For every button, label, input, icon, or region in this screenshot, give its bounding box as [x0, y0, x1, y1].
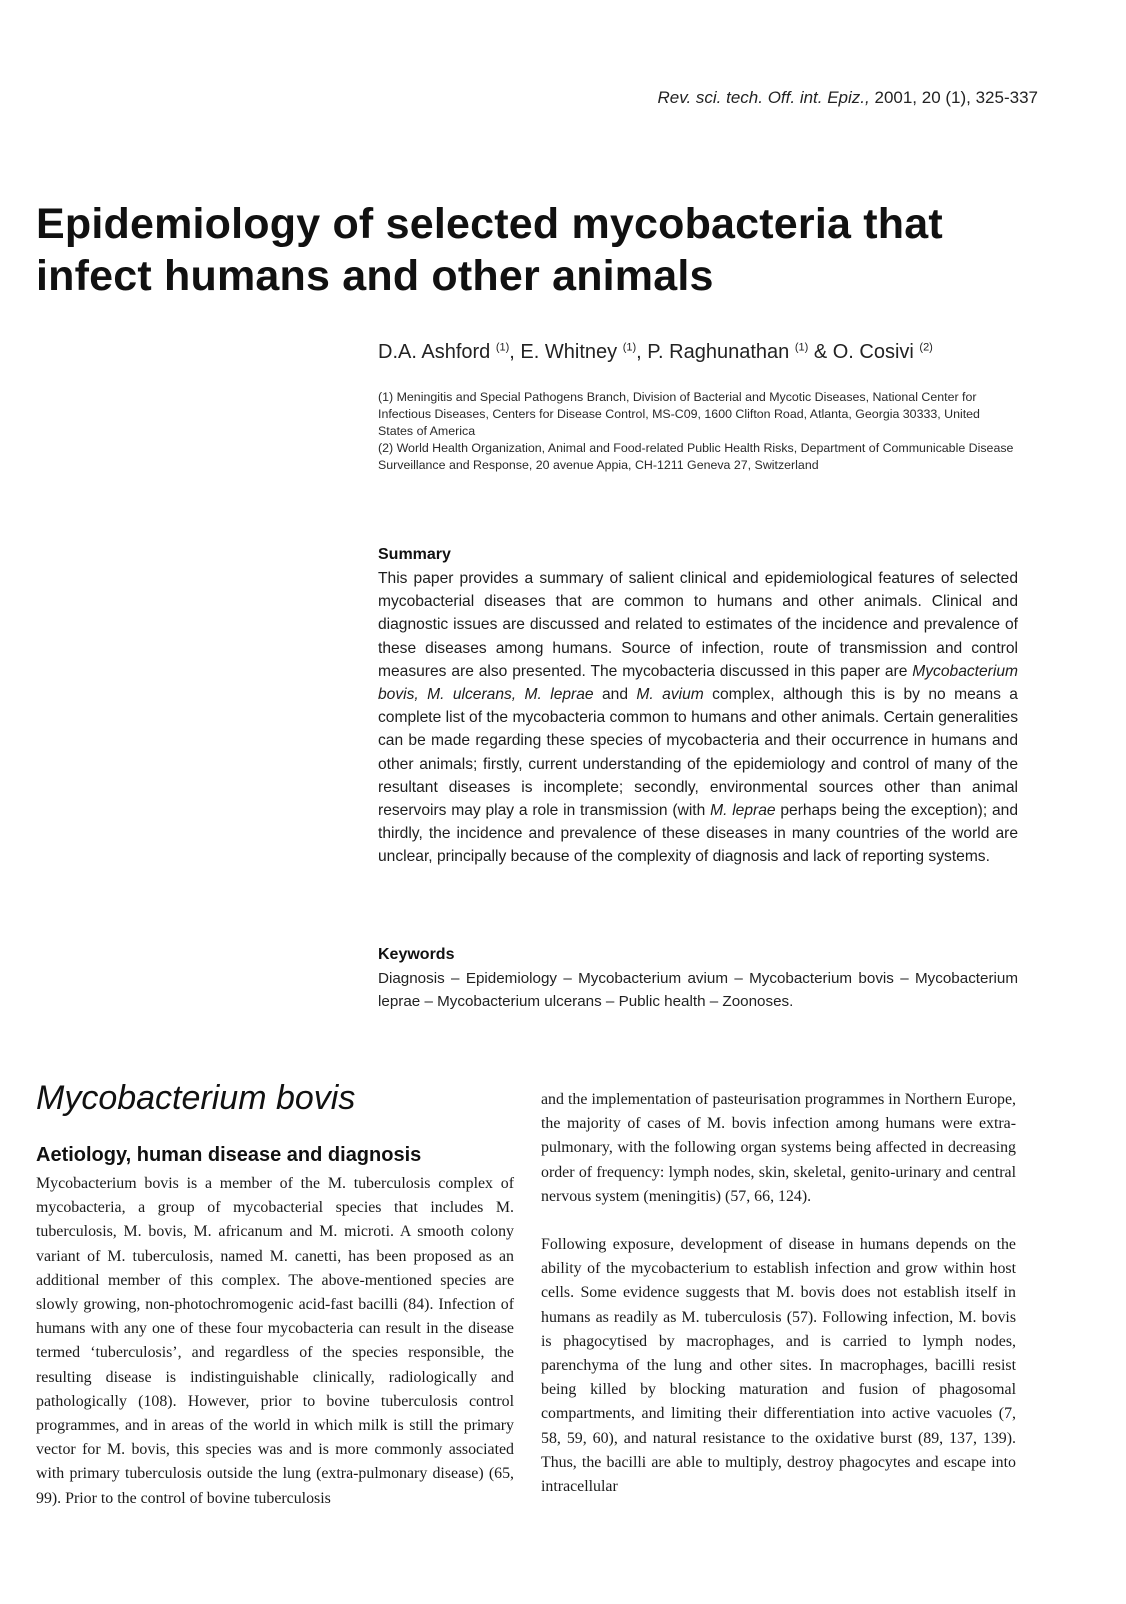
summary-text-part: complex, although this is by no means a complete list of the mycobacteria common to humans and other animals. Certain generalities can be made regarding these species of mycobacteria and their occurrence in humans and other animals; firstly, current understanding of the epidemiology and control of many of the resultant diseases is incomplete; secondly, environmental sources other than animal reservoirs may play a role in transmission (with	[378, 686, 1018, 820]
section-heading: Mycobacterium bovis	[36, 1079, 356, 1117]
summary-text	[378, 567, 1018, 869]
author-name: P. Raghunathan	[647, 341, 790, 363]
summary-heading: Summary	[378, 546, 451, 563]
body-column-right	[541, 1088, 1016, 1499]
citation-journal: Rev. sci. tech. Off. int. Epiz.,	[657, 88, 870, 107]
paragraph-gap	[541, 1209, 1016, 1233]
species-name: M. leprae	[710, 802, 776, 820]
affiliations	[378, 389, 1018, 474]
species-name: M. avium	[636, 686, 704, 704]
summary-text-part: This paper provides a summary of salient clinical and epidemiological features of selected mycobacterial diseases that are common to humans and other animals. Clinical and diagnostic issues are discussed and related to estimates of the incidence and prevalence of these diseases among humans. Source of infection, route of transmission and control measures are also presented. The mycobacteria discussed in this paper are	[378, 570, 1018, 680]
affiliation-marker: (1)	[622, 341, 637, 354]
subsection-heading: Aetiology, human disease and diagnosis	[36, 1144, 422, 1166]
affiliation-1: (1) Meningitis and Special Pathogens Branch, Division of Bacterial and Mycotic Diseases, National Center for Infectious Diseases, Centers for Disease Control, MS-C09, 1600 Clifton Road, Atlanta, Georgia 30333, United States of America	[378, 390, 980, 438]
paper-title: Epidemiology of selected mycobacteria that infect humans and other animals	[36, 200, 943, 301]
citation-volume-pages: 2001, 20 (1), 325-337	[874, 88, 1038, 107]
species-name: Mycobacterium bovis, M. ulcerans, M. leprae	[378, 662, 1018, 704]
keywords-text: Diagnosis – Epidemiology – Mycobacterium avium – Mycobacterium bovis – Mycobacterium leprae – Mycobacterium ulcerans – Public health – Zoonoses.	[378, 970, 1018, 1010]
author-list: D.A. Ashford $^{(1)}$, E. Whitney $^{(1)}$, P. Raghunathan $^{(1)}$ & O. Cosivi $^{(2)}$	[378, 341, 933, 363]
affiliation-marker: (1)	[495, 341, 510, 354]
author-name: E. Whitney	[520, 341, 618, 363]
affiliation-marker: (2)	[919, 341, 933, 354]
author-name: O. Cosivi	[832, 341, 914, 363]
body-column-left	[36, 1076, 514, 1511]
author-name: D.A. Ashford	[378, 341, 491, 363]
summary-text-part: and	[593, 686, 637, 704]
journal-citation	[657, 88, 1038, 108]
summary-section	[378, 546, 1018, 869]
body-paragraph: Mycobacterium bovis is a member of the M. tuberculosis complex of mycobacteria, a group of mycobacterial species that includes M. tuberculosis, M. bovis, M. africanum and M. microti. A smooth colony variant of M. tuberculosis, named M. canetti, has been proposed as an additional member of this complex. The above-mentioned species are slowly growing, non-photochromogenic acid-fast bacilli (84). Infection of humans with any one of these four mycobacteria can result in the disease termed ‘tuberculosis’, and regardless of the species responsible, the resulting disease is indistinguishable clinically, radiologically and pathologically (108). However, prior to bovine tuberculosis control programmes, and in areas of the world in which milk is still the primary vector for M. bovis, this species was and is more commonly associated with primary tuberculosis outside the lung (extra-pulmonary disease) (65, 99). Prior to the control of bovine tuberculosis	[36, 1175, 514, 1507]
affiliation-marker: (1)	[794, 341, 809, 354]
keywords-section	[378, 946, 1018, 1013]
body-paragraph: and the implementation of pasteurisation programmes in Northern Europe, the majority of cases of M. bovis infection among humans were extra-pulmonary, with the following organ systems being affected in decreasing order of frequency: lymph nodes, skin, skeletal, genito-urinary and central nervous system (meningitis) (57, 66, 124).	[541, 1091, 1016, 1205]
affiliation-2: (2) World Health Organization, Animal and Food-related Public Health Risks, Department of Communicable Disease Surveillance and Response, 20 avenue Appia, CH-1211 Geneva 27, Switzerland	[378, 441, 1014, 472]
keywords-heading: Keywords	[378, 946, 455, 963]
body-paragraph: Following exposure, development of disease in humans depends on the ability of the mycobacterium to establish infection and grow within host cells. Some evidence suggests that M. bovis does not establish itself in humans as readily as M. tuberculosis (57). Following infection, M. bovis is phagocytised by macrophages, and is carried to lymph nodes, parenchyma of the lung and other sites. In macrophages, bacilli resist being killed by blocking maturation and fusion of phagosomal compartments, and limiting their differentiation into active vacuoles (7, 58, 59, 60), and natural resistance to the oxidative burst (89, 137, 139). Thus, the bacilli are able to multiply, destroy phagocytes and escape into intracellular	[541, 1236, 1016, 1496]
summary-text-part: perhaps being the exception); and thirdly, the incidence and prevalence of these diseases in many countries of the world are unclear, principally because of the complexity of diagnosis and lack of reporting systems.	[378, 802, 1018, 866]
